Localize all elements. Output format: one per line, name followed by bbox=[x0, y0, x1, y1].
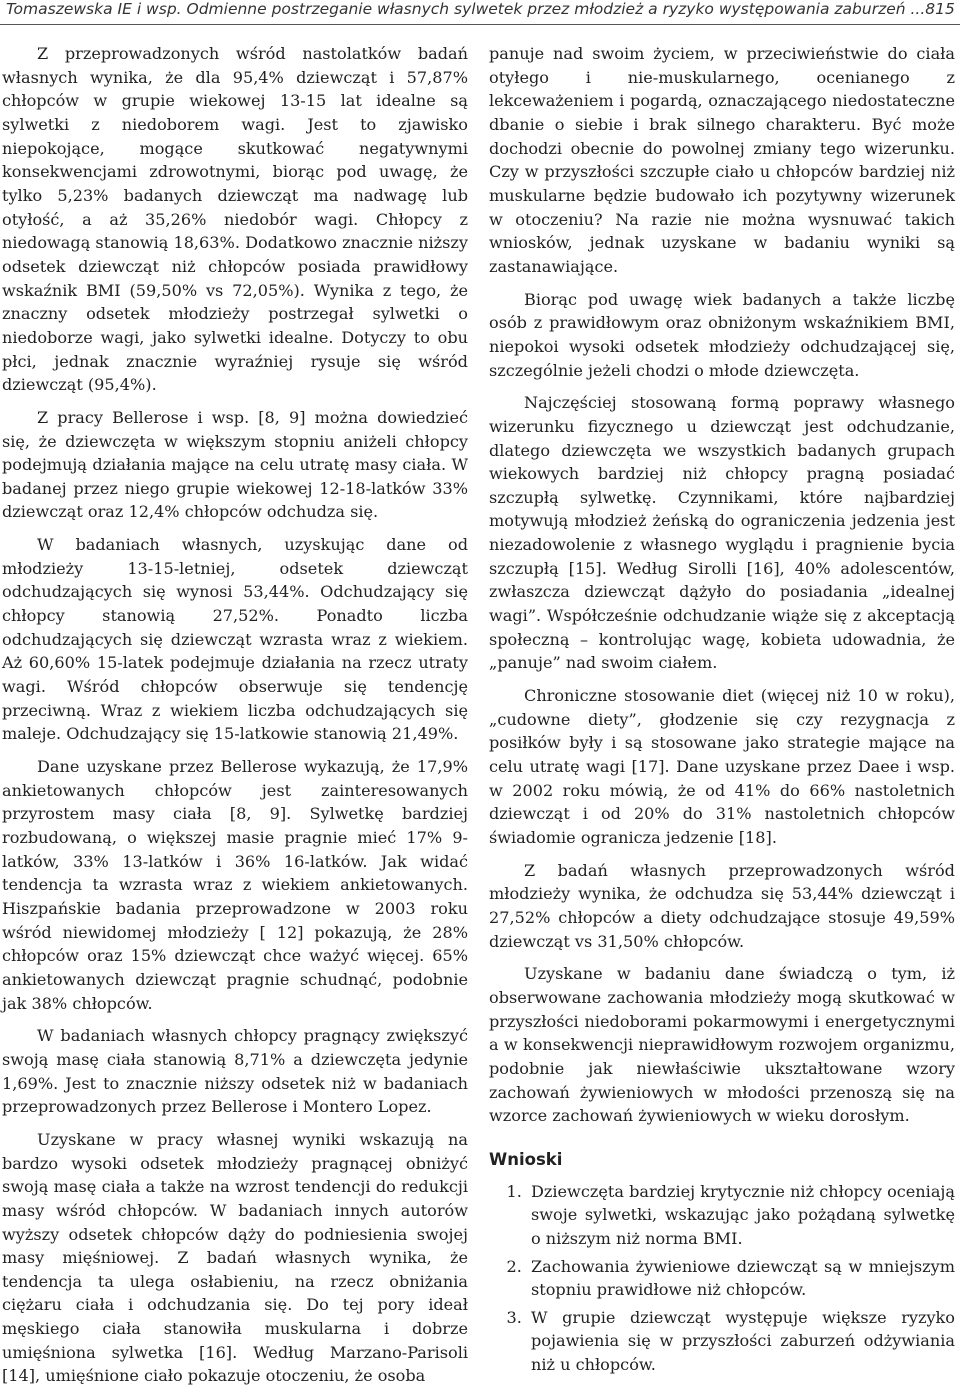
paragraph: Uzyskane w pracy własnej wyniki wskazują na bardzo wysoki odsetek młodzieży pragnącej obniżyć swoją masę ciała a także na wzrost tendencji do redukcji masy wśród chłopców. W badaniach innych autorów wyższy odsetek chłopców dąży do podniesienia swojej masy mięśniowej. Z badań własnych wynika, że tendencja ta ulega osłabieniu, na rzecz obniżania ciężaru ciała i odchudzania się. Do tej pory ideał męskiego ciała stanowiła muskularna i dobrze umięśniona sylwetka [16]. Według Marzano-Parisoli [14], umięśnione ciało pokazuje otoczeniu, że osoba bbox=[2, 1129, 468, 1386]
paragraph: Uzyskane w badaniu dane świadczą o tym, iż obserwowane zachowania młodzieży mogą skutkować w przyszłości niedoborami pokarmowymi i energetycznymi a w konsekwencji nieprawidłowym rozwojem organizmu, podobnie jak niewłaściwie ukształtowane wzory zachowań żywieniowych w młodości przenoszą się na wzorce zachowań żywieniowych w wieku dorosłym. bbox=[489, 964, 955, 1126]
list-item: 2. Zachowania żywieniowe dziewcząt są w mniejszym stopniu prawidłowe niż chłopców. bbox=[527, 1255, 955, 1302]
header-rule bbox=[0, 24, 960, 25]
paragraph: Najczęściej stosowaną formą poprawy własnego wizerunku fizycznego u dziewcząt jest odchudzanie, dlatego dziewczęta we wszystkich badanych grupach wiekowych bardziej niż chłopcy pragną posiadać szczupłą sylwetkę. Czynnikami, które najbardziej motywują młodzież żeńską do ograniczenia jedzenia jest niezadowolenie z własnego wyglądu i pragnienie bycia szczupłą [15]. Według Sirolli [16], 40% adolescentów, zwłaszcza dziewcząt dążyło do posiadania „idealnej wagi”. Współcześnie odchudzanie wiąże się z akceptacją społeczną – kontrolując wagę, kobieta udowadnia, że „panuje” nad swoim ciałem. bbox=[489, 393, 955, 673]
paragraph: Z przeprowadzonych wśród nastolatków badań własnych wynika, że dla 95,4% dziewcząt i 57,87% chłopców w grupie wiekowej 13-15 lat idealne są sylwetki z niedoborem wagi. Jest to zjawisko niepokojące, mogące skutkować negatywnymi konsekwencjami zdrowotnymi, biorąc pod uwagę, że tylko 5,23% badanych dziewcząt ma nadwagę lub otyłość, a aż 35,26% niedobór wagi. Chłopcy z niedowagą stanowią 18,63%. Dodatkowo znacznie niższy odsetek dziewcząt niż chłopców posiada prawidłowy wskaźnik BMI (59,50% vs 72,05%). Wynika z tego, że znaczny odsetek młodzieży postrzegał sylwetki o niedoborze wagi, jako sylwetki idealne. Dotyczy to obu płci, jednak znacznie wyraźniej rysuje się wśród dziewcząt (95,4%). bbox=[2, 44, 468, 395]
list-item: 1. Dziewczęta bardziej krytycznie niż chłopcy oceniają swoje sylwetki, wskazując jako pożądaną sylwetkę o niższym niż norma BMI. bbox=[527, 1180, 955, 1251]
running-header bbox=[6, 0, 955, 22]
paragraph: Dane uzyskane przez Bellerose wykazują, że 17,9% ankietowanych chłopców jest zainteresowanych przyrostem masy ciała [8, 9]. Sylwetkę bardziej rozbudowaną, o większej masie pragnie mieć 17% 9-latków, 33% 13-latków i 36% 16-latków. Jak widać tendencja ta wzrasta wraz z wiekiem ankietowanych. Hiszpańskie badania przeprowadzone w 2003 roku wśród niewidomej młodzieży [ 12] pokazują, że 28% chłopców oraz 15% dziewcząt chce ważyć więcej. 65% ankietowanych dziewcząt pragnie schudnąć, podobnie jak 38% chłopców. bbox=[2, 757, 468, 1013]
paragraph: W badaniach własnych, uzyskując dane od młodzieży 13-15-letniej, odsetek dziewcząt odchudzających się wynosi 53,44%. Odchudzający się chłopcy stanowią 27,52%. Ponadto liczba odchudzających się dziewcząt wzrasta wraz z wiekiem. Aż 60,60% 15-latek podejmuje działania na rzecz utraty wagi. Wśród chłopców obserwuje się tendencję przeciwną. Wraz z wiekiem liczba odchudzających się maleje. Odchudzający się 15-latkowie stanowią 21,49%. bbox=[2, 535, 468, 744]
paragraph: Chroniczne stosowanie diet (więcej niż 10 w roku), „cudowne diety”, głodzenie się czy rezygnacja z posiłków były i są stosowane jako strategie mające na celu utratę wagi [17]. Dane uzyskane przez Daee i wsp. w 2002 roku mówią, że od 41% do 66% nastoletnich dziewcząt i od 20% do 31% nastoletnich chłopców świadomie ogranicza jedzenie [18]. bbox=[489, 686, 955, 847]
conclusions-list bbox=[489, 1180, 955, 1377]
paragraph: Biorąc pod uwagę wiek badanych a także liczbę osób z prawidłowym oraz obniżonym wskaźnikiem BMI, niepokoi wysoki odsetek młodzieży odchudzającej się, szczególnie jeżeli chodzi o młode dziewczęta. bbox=[489, 289, 955, 380]
paragraph: W badaniach własnych chłopcy pragnący zwiększyć swoją masę ciała stanowią 8,71% a dziewczęta jedynie 1,69%. Jest to znacznie niższy odsetek niż w badaniach przeprowadzonych przez Bellerose i Montero Lopez. bbox=[2, 1026, 468, 1117]
paragraph: Z badań własnych przeprowadzonych wśród młodzieży wynika, że odchudza się 53,44% dziewcząt i 27,52% chłopców a diety odchudzające stosuje 49,59% dziewcząt vs 31,50% chłopców. bbox=[489, 860, 955, 951]
conclusions-heading: Wnioski bbox=[489, 1149, 563, 1169]
page-number: 815 bbox=[925, 0, 955, 18]
left-column bbox=[2, 42, 468, 1388]
list-item: 3. W grupie dziewcząt występuje większe ryzyko pojawienia się w przyszłości zaburzeń odżywiania niż u chłopców. bbox=[527, 1306, 955, 1377]
running-title: Tomaszewska IE i wsp. Odmienne postrzeganie własnych sylwetek przez młodzież a ryzyko występowania zaburzeń ... bbox=[6, 0, 926, 18]
paragraph: panuje nad swoim życiem, w przeciwieństwie do ciała otyłego i nie-muskularnego, ocenianego z lekceważeniem i pogardą, oznaczającego niedostateczne dbanie o siebie i brak silnego charakteru. Być może dochodzi obecnie do powolnej zmiany tego wizerunku. Czy w przyszłości szczupłe ciało u chłopców bardziej niż muskularne będzie budowało ich pozytywny wizerunek w otoczeniu? Na razie nie można wysnuwać takich wniosków, jednak uzyskane w badaniu wyniki są zastanawiające. bbox=[489, 44, 955, 276]
paragraph: Z pracy Bellerose i wsp. [8, 9] można dowiedzieć się, że dziewczęta w większym stopniu aniżeli chłopcy podejmują działania mające na celu utratę masy ciała. W badanej przez niego grupie wiekowej 12-18-latków 33% dziewcząt oraz 12,4% chłopców odchudza się. bbox=[2, 407, 468, 522]
right-column bbox=[489, 42, 955, 1381]
